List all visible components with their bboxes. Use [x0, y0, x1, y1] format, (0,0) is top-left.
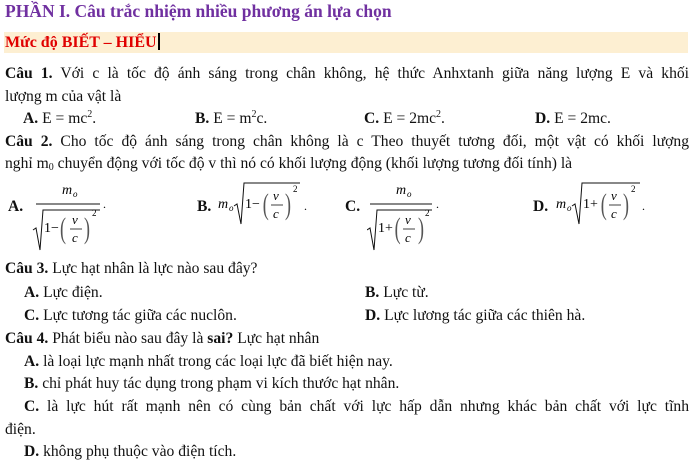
svg-text:(: ( — [262, 188, 269, 222]
svg-text:): ) — [285, 188, 291, 222]
level-heading[interactable] — [5, 32, 160, 53]
svg-text:1+: 1+ — [378, 221, 393, 236]
svg-text:(: ( — [60, 212, 66, 246]
svg-text:.: . — [103, 197, 106, 211]
svg-text:m: m — [556, 197, 567, 212]
svg-text:o: o — [229, 203, 234, 213]
svg-text:c: c — [273, 206, 279, 221]
question-1-option-a[interactable]: A. $E = mc^2$. — [23, 109, 97, 127]
question-4-option-b[interactable]: B. chỉ phát huy tác dụng trong phạm vi kích thước hạt nhân. — [24, 375, 400, 392]
svg-text:c: c — [611, 206, 617, 221]
question-1-option-c[interactable]: C. $E = 2mc^2$. — [364, 109, 445, 127]
svg-text:o: o — [407, 189, 412, 199]
question-3-option-b[interactable]: B. Lực từ. — [365, 284, 429, 301]
question-2-text: Cho tốc độ ánh sáng trong chân không là c Theo thuyết tương đối, một vật có khối lượng — [60, 133, 690, 150]
svg-text:v: v — [405, 212, 411, 227]
question-1-option-d[interactable]: D. E = 2mc. — [535, 110, 611, 127]
question-4-option-c[interactable]: C. là lực hút rất mạnh nên có cùng bản chất với lực hấp dẫn nhưng khác bản chất với lực tĩnh — [24, 398, 689, 415]
question-4-emphasis: sai? — [207, 330, 234, 347]
text-cursor — [158, 33, 160, 50]
svg-text:1+: 1+ — [583, 197, 598, 212]
question-2-option-b-formula — [216, 178, 316, 228]
question-2-option-a-label[interactable]: A. — [8, 198, 24, 215]
svg-text:v: v — [273, 188, 279, 203]
question-3-option-d[interactable]: D. Lực lương tác giữa các thiên hà. — [365, 307, 586, 324]
svg-text:): ) — [418, 212, 424, 246]
svg-text:1−: 1− — [44, 221, 59, 236]
question-2-option-c-formula — [367, 180, 447, 255]
question-1-label: Câu 1. — [5, 65, 53, 82]
question-1-text: Với c là tốc độ ánh sáng trong chân không, hệ thức Anhxtanh giữa năng lượng E và khối — [60, 65, 689, 82]
section-title: PHẦN I. Câu trắc nhiệm nhiều phương án lựa chọn — [5, 1, 392, 21]
svg-text:v: v — [72, 212, 78, 227]
question-2-option-d-label[interactable]: D. — [533, 198, 549, 215]
svg-text:.: . — [642, 199, 645, 213]
level-heading-text: Mức độ BIẾT – HIỂU — [5, 34, 157, 51]
question-2-label: Câu 2. — [5, 133, 53, 150]
svg-text:2: 2 — [631, 184, 636, 194]
question-4-option-d[interactable]: D. không phụ thuộc vào điện tích. — [24, 443, 237, 460]
question-2-option-d-formula — [554, 178, 654, 228]
svg-text:m: m — [396, 183, 407, 198]
question-3-option-a[interactable]: A. Lực điện. — [24, 284, 103, 301]
question-4-line-1: Câu 4. Phát biểu nào sau đây là sai? Lực hạt nhân — [5, 330, 320, 347]
svg-text:): ) — [623, 188, 629, 222]
svg-text:c: c — [405, 230, 411, 245]
svg-text:(: ( — [394, 212, 401, 246]
question-4-label: Câu 4. — [5, 330, 49, 347]
formula-numerator: m — [62, 183, 73, 198]
svg-text:2: 2 — [92, 208, 97, 218]
question-1-line-1 — [5, 63, 689, 85]
svg-text:.: . — [436, 197, 439, 211]
question-3-label: Câu 3. — [5, 260, 49, 277]
question-2-option-a-formula — [30, 180, 110, 255]
question-4-option-c-continuation: điện. — [5, 421, 36, 438]
svg-text:(: ( — [600, 188, 607, 222]
svg-text:m: m — [218, 197, 229, 212]
svg-text:o: o — [73, 189, 78, 199]
question-4-option-a[interactable]: A. là loại lực mạnh nhất trong các loại lực đã biết hiện nay. — [24, 353, 393, 370]
svg-text:): ) — [84, 212, 90, 246]
svg-text:c: c — [72, 230, 78, 245]
question-1-line-2: lượng m của vật là — [5, 88, 122, 105]
question-2-option-c-label[interactable]: C. — [345, 198, 361, 215]
question-2-option-b-label[interactable]: B. — [197, 198, 212, 215]
question-3-option-c[interactable]: C. Lực tương tác giữa các nuclôn. — [24, 307, 237, 324]
question-3-line-1 — [5, 258, 257, 280]
question-1-option-b[interactable]: B. $E = m^2c$. — [195, 109, 268, 127]
svg-text:v: v — [611, 188, 617, 203]
svg-text:2: 2 — [293, 184, 298, 194]
svg-text:1−: 1− — [245, 197, 260, 212]
question-3-text: Lực hạt nhân là lực nào sau đây? — [52, 260, 258, 277]
svg-text:2: 2 — [425, 208, 430, 218]
svg-text:o: o — [567, 203, 572, 213]
question-2-line-2: nghỉ $m_0$ chuyển động với tốc độ v thì nó có khối lượng động (khối lượng tương đối tính) là — [5, 155, 573, 173]
svg-text:.: . — [304, 199, 307, 213]
question-2-line-1 — [5, 131, 689, 153]
